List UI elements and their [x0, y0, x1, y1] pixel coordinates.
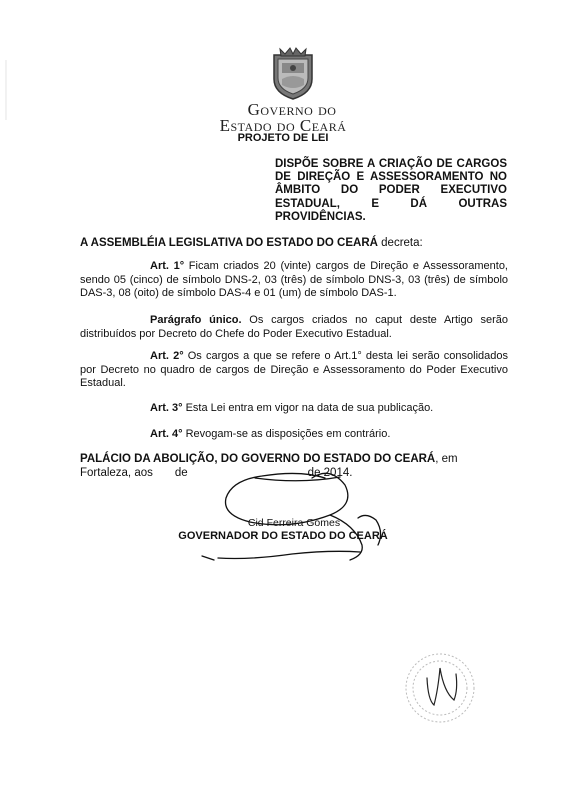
ementa	[275, 158, 507, 224]
palacio-after: , em	[435, 453, 458, 465]
closing-de1: de	[174, 467, 188, 479]
art1-label: Art. 1°	[150, 260, 185, 272]
ementa-line: PROVIDÊNCIAS.	[275, 210, 366, 223]
signatory-name: Cid Ferreira Gomes	[247, 517, 341, 529]
assembleia-bold: A ASSEMBLÉIA LEGISLATIVA DO ESTADO DO CEARÁ	[80, 237, 378, 249]
closing-clause	[80, 452, 508, 480]
article-1	[80, 260, 508, 301]
ementa-line: ESTADUAL, E DÁ OUTRAS	[275, 197, 507, 210]
ementa-line: ÂMBITO DO PODER EXECUTIVO	[275, 184, 507, 197]
art2-label: Art. 2°	[150, 350, 184, 362]
palacio-bold: PALÁCIO DA ABOLIÇÃO, DO GOVERNO DO ESTADO DO CEARÁ	[80, 453, 436, 465]
rubric-initials	[427, 668, 457, 705]
protocol-stamp	[406, 654, 474, 722]
header-estado: Estado do Ceará	[219, 116, 347, 135]
article-3	[150, 402, 433, 416]
closing-city: Fortaleza, aos	[80, 467, 153, 479]
closing-de2: de 2014.	[307, 467, 353, 479]
art4-text: Revogam-se as disposições em contrário.	[182, 428, 391, 440]
paragrafo-unico	[80, 314, 508, 341]
art4-label: Art. 4°	[150, 428, 183, 440]
art3-text: Esta Lei entra em vigor na data de sua publicação.	[182, 402, 434, 414]
paragrafo-label: Parágrafo único.	[150, 314, 242, 326]
header-governo: Governo do	[247, 100, 337, 119]
signatory-title: GOVERNADOR DO ESTADO DO CEARÁ	[178, 530, 388, 542]
article-4	[150, 428, 390, 442]
ceara-coat-of-arms-icon	[268, 45, 318, 101]
art1-text: Ficam criados 20 (vinte) cargos de Direção e Assessoramento, sendo 05 (cinco) de símbolo DNS-2, 03 (três) de símbolo DNS-3, 03 (três) de símbolo DAS-3, 08 (oito) de símbolo DAS-4 e 01 (um) de símbolo DAS-1.	[80, 260, 508, 299]
document-title: PROJETO DE LEI	[237, 132, 329, 144]
art2-text: Os cargos a que se refere o Art.1° desta lei serão consolidados por Decreto no quadro de cargos de Direção e Assessoramento do Poder Executivo Estadual.	[80, 350, 508, 389]
assembleia-rest: decreta:	[377, 237, 423, 249]
art3-label: Art. 3°	[150, 402, 183, 414]
paragrafo-text: Os cargos criados no caput deste Artigo serão distribuídos por Decreto do Chefe do Poder Executivo Estadual.	[80, 314, 509, 340]
ementa-line: DISPÕE SOBRE A CRIAÇÃO DE CARGOS	[275, 158, 507, 170]
enacting-clause	[80, 236, 510, 250]
article-2	[80, 350, 508, 391]
ementa-line: DE DIREÇÃO E ASSESSORAMENTO NO	[275, 171, 507, 184]
